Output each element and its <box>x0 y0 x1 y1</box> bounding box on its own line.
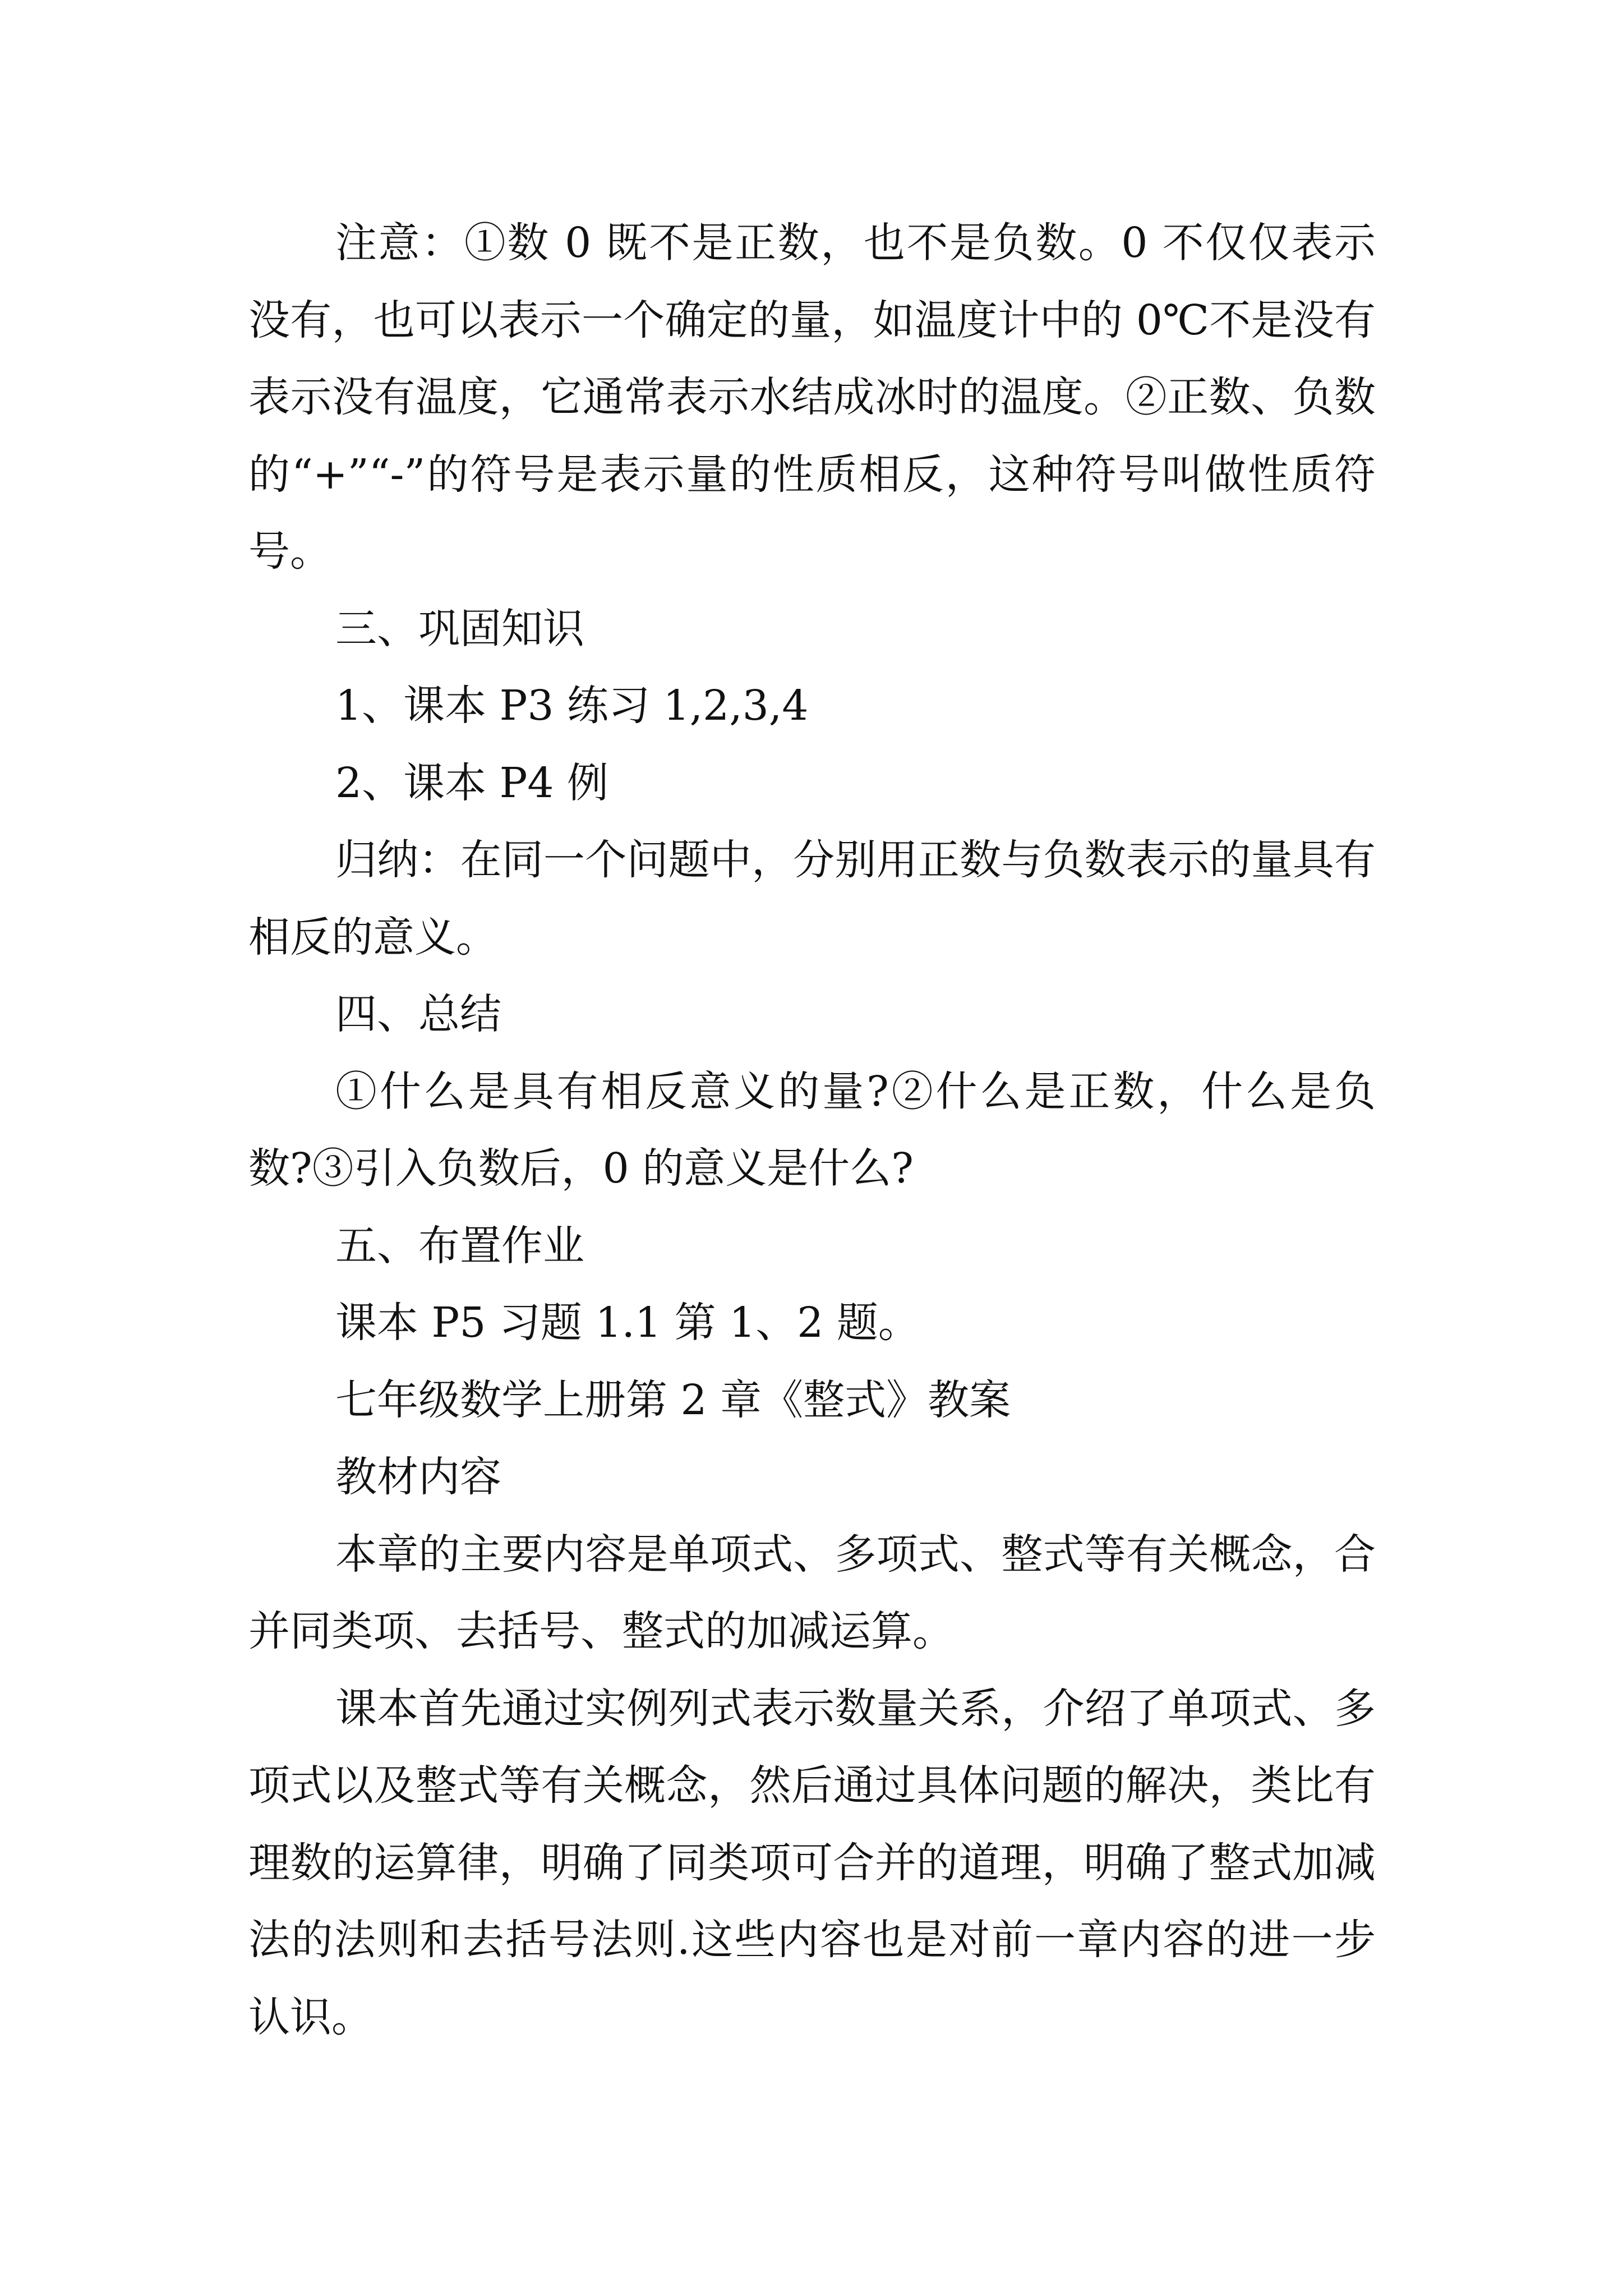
chapter-content-paragraph: 本章的主要内容是单项式、多项式、整式等有关概念，合并同类项、去括号、整式的加减运算。 <box>248 1530 1376 1655</box>
note-paragraph: 注意：①数 0 既不是正数，也不是负数。0 不仅仅表示没有，也可以表示一个确定的量，如温度计中的 0℃不是没有表示没有温度，它通常表示水结成冰时的温度。②正数、负数的“+”“-”的符号是表示量的性质相反，这种符号叫做性质符号。 <box>248 219 1376 576</box>
section-heading-consolidate: 三、巩固知识 <box>335 604 584 653</box>
section-heading-homework: 五、布置作业 <box>335 1221 584 1270</box>
document-body <box>248 205 1376 2056</box>
textbook-overview-paragraph: 课本首先通过实例列式表示数量关系，介绍了单项式、多项式以及整式等有关概念，然后通过具体问题的解决，类比有理数的运算律，明确了同类项可合并的道理，明确了整式加减法的法则和去括号法则.这些内容也是对前一章内容的进一步认识。 <box>248 1684 1376 2041</box>
exercise-item-2: 2、课本 P4 例 <box>335 758 608 807</box>
section-heading-summary: 四、总结 <box>335 990 501 1038</box>
section-heading-materials: 教材内容 <box>335 1453 501 1501</box>
summary-conclusion-paragraph: 归纳：在同一个问题中，分别用正数与负数表示的量具有相反的意义。 <box>248 836 1376 961</box>
exercise-item-1: 1、课本 P3 练习 1,2,3,4 <box>335 682 809 730</box>
homework-paragraph: 课本 P5 习题 1.1 第 1、2 题。 <box>335 1299 920 1347</box>
summary-questions-paragraph: ①什么是具有相反意义的量?②什么是正数，什么是负数?③引入负数后，0 的意义是什么? <box>248 1067 1376 1193</box>
chapter-title: 七年级数学上册第 2 章《整式》教案 <box>335 1375 1011 1424</box>
